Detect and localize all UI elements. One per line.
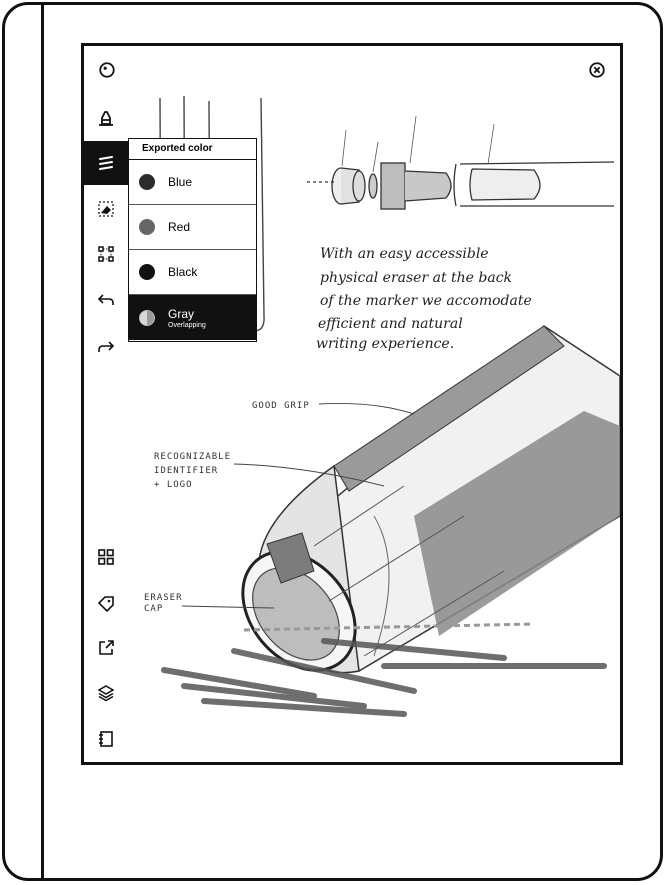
layers-button[interactable] bbox=[84, 673, 128, 713]
notebook-page[interactable] bbox=[81, 43, 623, 765]
exploded-cap-diagram bbox=[307, 162, 614, 209]
notebook-icon bbox=[96, 729, 116, 749]
device-spine bbox=[41, 2, 44, 881]
undo-button[interactable] bbox=[84, 280, 128, 320]
popup-title: Exported color bbox=[129, 139, 256, 160]
eraser-icon bbox=[96, 199, 116, 219]
circle-menu-icon bbox=[98, 61, 116, 79]
label-eraser-2: CAP bbox=[144, 604, 164, 614]
export-button[interactable] bbox=[84, 628, 128, 668]
color-option-black[interactable] bbox=[129, 250, 256, 295]
note-line-4: efficient and natural bbox=[318, 316, 463, 332]
undo-icon bbox=[96, 290, 116, 310]
export-icon bbox=[96, 638, 116, 658]
color-swatch bbox=[139, 264, 155, 280]
color-option-gray[interactable] bbox=[129, 295, 256, 340]
label-good-grip: GOOD GRIP bbox=[252, 401, 310, 411]
label-identifier-3: + LOGO bbox=[154, 480, 193, 490]
color-swatch bbox=[139, 219, 155, 235]
close-button[interactable] bbox=[586, 59, 608, 81]
marker-sketch bbox=[220, 326, 620, 692]
layers-icon bbox=[96, 683, 116, 703]
selection-icon bbox=[96, 244, 116, 264]
selection-tool-button[interactable] bbox=[84, 234, 128, 274]
menu-toggle-button[interactable] bbox=[96, 59, 118, 81]
redo-button[interactable] bbox=[84, 327, 128, 367]
close-icon bbox=[588, 61, 606, 79]
color-swatch bbox=[139, 174, 155, 190]
exported-color-popup bbox=[128, 138, 257, 342]
color-tool-button[interactable] bbox=[84, 141, 128, 185]
color-option-sublabel: Overlapping bbox=[168, 321, 206, 329]
note-line-2: physical eraser at the back bbox=[320, 270, 513, 286]
label-identifier-1: RECOGNIZABLE bbox=[154, 452, 232, 462]
note-line-1: With an easy accessible bbox=[320, 246, 489, 262]
label-eraser-1: ERASER bbox=[144, 593, 183, 603]
color-option-label: Gray bbox=[168, 306, 195, 321]
marker-icon bbox=[96, 107, 116, 127]
tag-button[interactable] bbox=[84, 583, 128, 623]
redo-icon bbox=[96, 337, 116, 357]
overlap-swatch-icon bbox=[139, 310, 155, 326]
color-option-label: Red bbox=[168, 220, 191, 234]
notebook-button[interactable] bbox=[84, 719, 128, 759]
grid-icon bbox=[96, 547, 116, 567]
marker-tool-button[interactable] bbox=[84, 97, 128, 137]
page-overview-button[interactable] bbox=[84, 537, 128, 577]
color-option-blue[interactable] bbox=[129, 160, 256, 205]
handwritten-note bbox=[316, 246, 532, 352]
color-option-red[interactable] bbox=[129, 205, 256, 250]
note-line-5: writing experience. bbox=[316, 336, 455, 352]
color-option-label: Black bbox=[168, 265, 198, 279]
eraser-tool-button[interactable] bbox=[84, 189, 128, 229]
color-option-label: Blue bbox=[168, 175, 193, 189]
note-line-3: of the marker we accomodate bbox=[320, 293, 532, 309]
tag-icon bbox=[96, 593, 116, 613]
label-identifier-2: IDENTIFIER bbox=[154, 466, 219, 476]
stroke-lines-icon bbox=[96, 153, 116, 173]
